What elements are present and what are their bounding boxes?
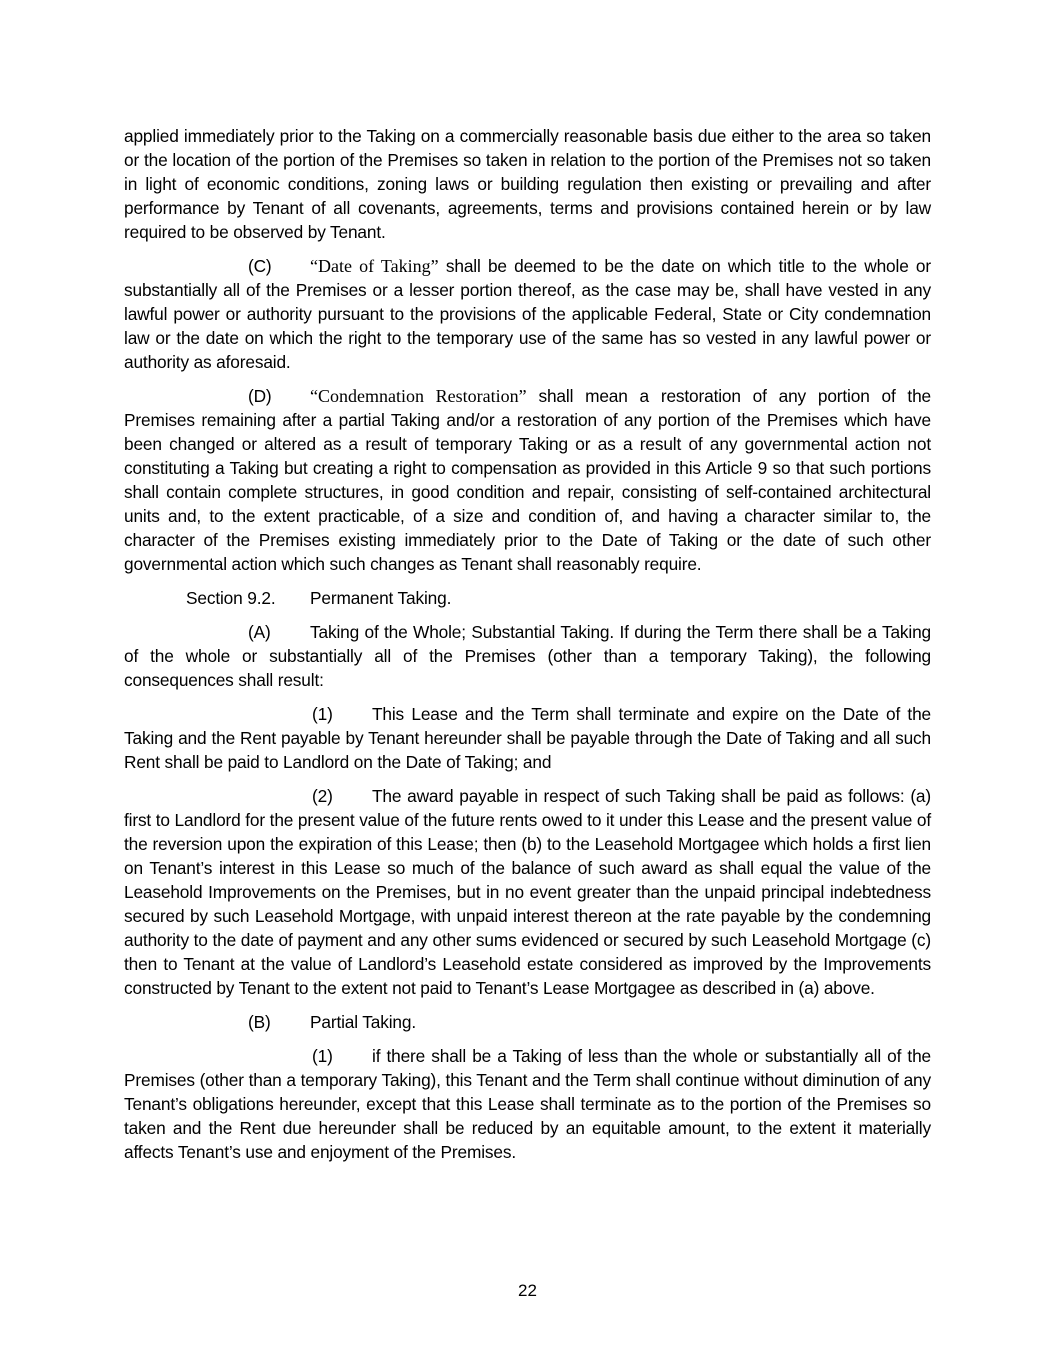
paragraph-label: (D) [248,386,272,406]
subparagraph-a-1 [124,702,931,774]
section-number: Section 9.2. [186,588,276,608]
paragraph-a-taking-of-whole [124,620,931,692]
subparagraph-b-1 [124,1044,931,1164]
paragraph-c-date-of-taking [124,254,931,374]
defined-term: “Condemnation Restoration” [310,386,527,406]
paragraph-label: (1) [312,704,333,724]
document-body [124,124,931,1164]
defined-term: “Date of Taking” [310,256,439,276]
page-number: 22 [518,1281,537,1300]
paragraph-text: This Lease and the Term shall terminate and expire on the Date of the Taking and the Rent payable by Tenant hereunder shall be payable through the Date of Taking and all such Rent shall be paid to Landlord on the Date of Taking; and [124,704,931,772]
paragraph-heading: Partial Taking. [310,1012,416,1032]
paragraph-label: (B) [248,1012,271,1032]
paragraph-heading: Taking of the Whole; Substantial Taking. [310,622,615,642]
paragraph-text: shall mean a restoration of any portion of the Premises remaining after a partial Taking and/or a restoration of any portion of the Premises which have been changed or altered as a result of temporary Taking or as a result of any governmental action not constituting a Taking but creating a right to compensation as provided in this Article 9 so that such portions shall contain complete structures, in good condition and repair, consisting of self-contained architectural units and, to the extent practicable, of a size and condition of, and having a character similar to, the character of the Premises existing immediately prior to the Date of Taking or the date of such other governmental action which such changes as Tenant shall reasonably require. [124,386,931,574]
paragraph-label: (1) [312,1046,333,1066]
paragraph-text: The award payable in respect of such Taking shall be paid as follows: (a) first to Landlord for the present value of the future rents owed to it under this Lease and the present value of the reversion upon the expiration of this Lease; then (b) to the Leasehold Mortgagee which holds a first lien on Tenant’s interest in this Lease so much of the balance of such award as shall equal the value of the Leasehold Improvements on the Premises, but in no event greater than the unpaid principal indebtedness secured by such Leasehold Mortgage, with unpaid interest thereon at the rate payable by the condemning authority to the date of payment and any other sums evidenced or secured by such Leasehold Mortgage (c) then to Tenant at the value of Landlord’s Leasehold estate considered as improved by the Improvements constructed by Tenant to the extent not paid to Tenant’s Lease Mortgagee as described in (a) above. [124,786,931,998]
paragraph-text: if there shall be a Taking of less than the whole or substantially all of the Premises (other than a temporary Taking), this Tenant and the Term shall continue without diminution of any Tenant’s obligations hereunder, except that this Lease shall terminate as to the portion of the Premises so taken and the Rent due hereunder shall be reduced by an equitable amount, to the extent it materially affects Tenant’s use and enjoyment of the Premises. [124,1046,931,1162]
section-heading-9-2 [124,586,931,610]
paragraph-b-partial-taking [124,1010,931,1034]
paragraph-continuation: applied immediately prior to the Taking on a commercially reasonable basis due either to the area so taken or the location of the portion of the Premises so taken in relation to the portion of the Premises not so taken in light of economic conditions, zoning laws or building regulation then existing or prevailing and after performance by Tenant of all covenants, agreements, terms and provisions contained herein or by law required to be observed by Tenant. [124,126,931,242]
section-title: Permanent Taking. [310,588,452,608]
paragraph-label: (C) [248,256,272,276]
subparagraph-a-2 [124,784,931,1000]
paragraph-label: (2) [312,786,333,806]
paragraph-label: (A) [248,622,271,642]
paragraph-d-condemnation-restoration [124,384,931,576]
paragraph-text: shall be deemed to be the date on which title to the whole or substantially all of the Premises or a lesser portion thereof, as the case may be, shall have vested in any lawful power or authority pursuant to the provisions of the applicable Federal, State or City condemnation law or the date on which the right to the temporary use of the same has so vested in any lawful power or authority as aforesaid. [124,256,931,372]
paragraph-text: If during the Term there shall be a Taking of the whole or substantially all of the Premises (other than a temporary Taking), the following consequences shall result: [124,622,932,690]
